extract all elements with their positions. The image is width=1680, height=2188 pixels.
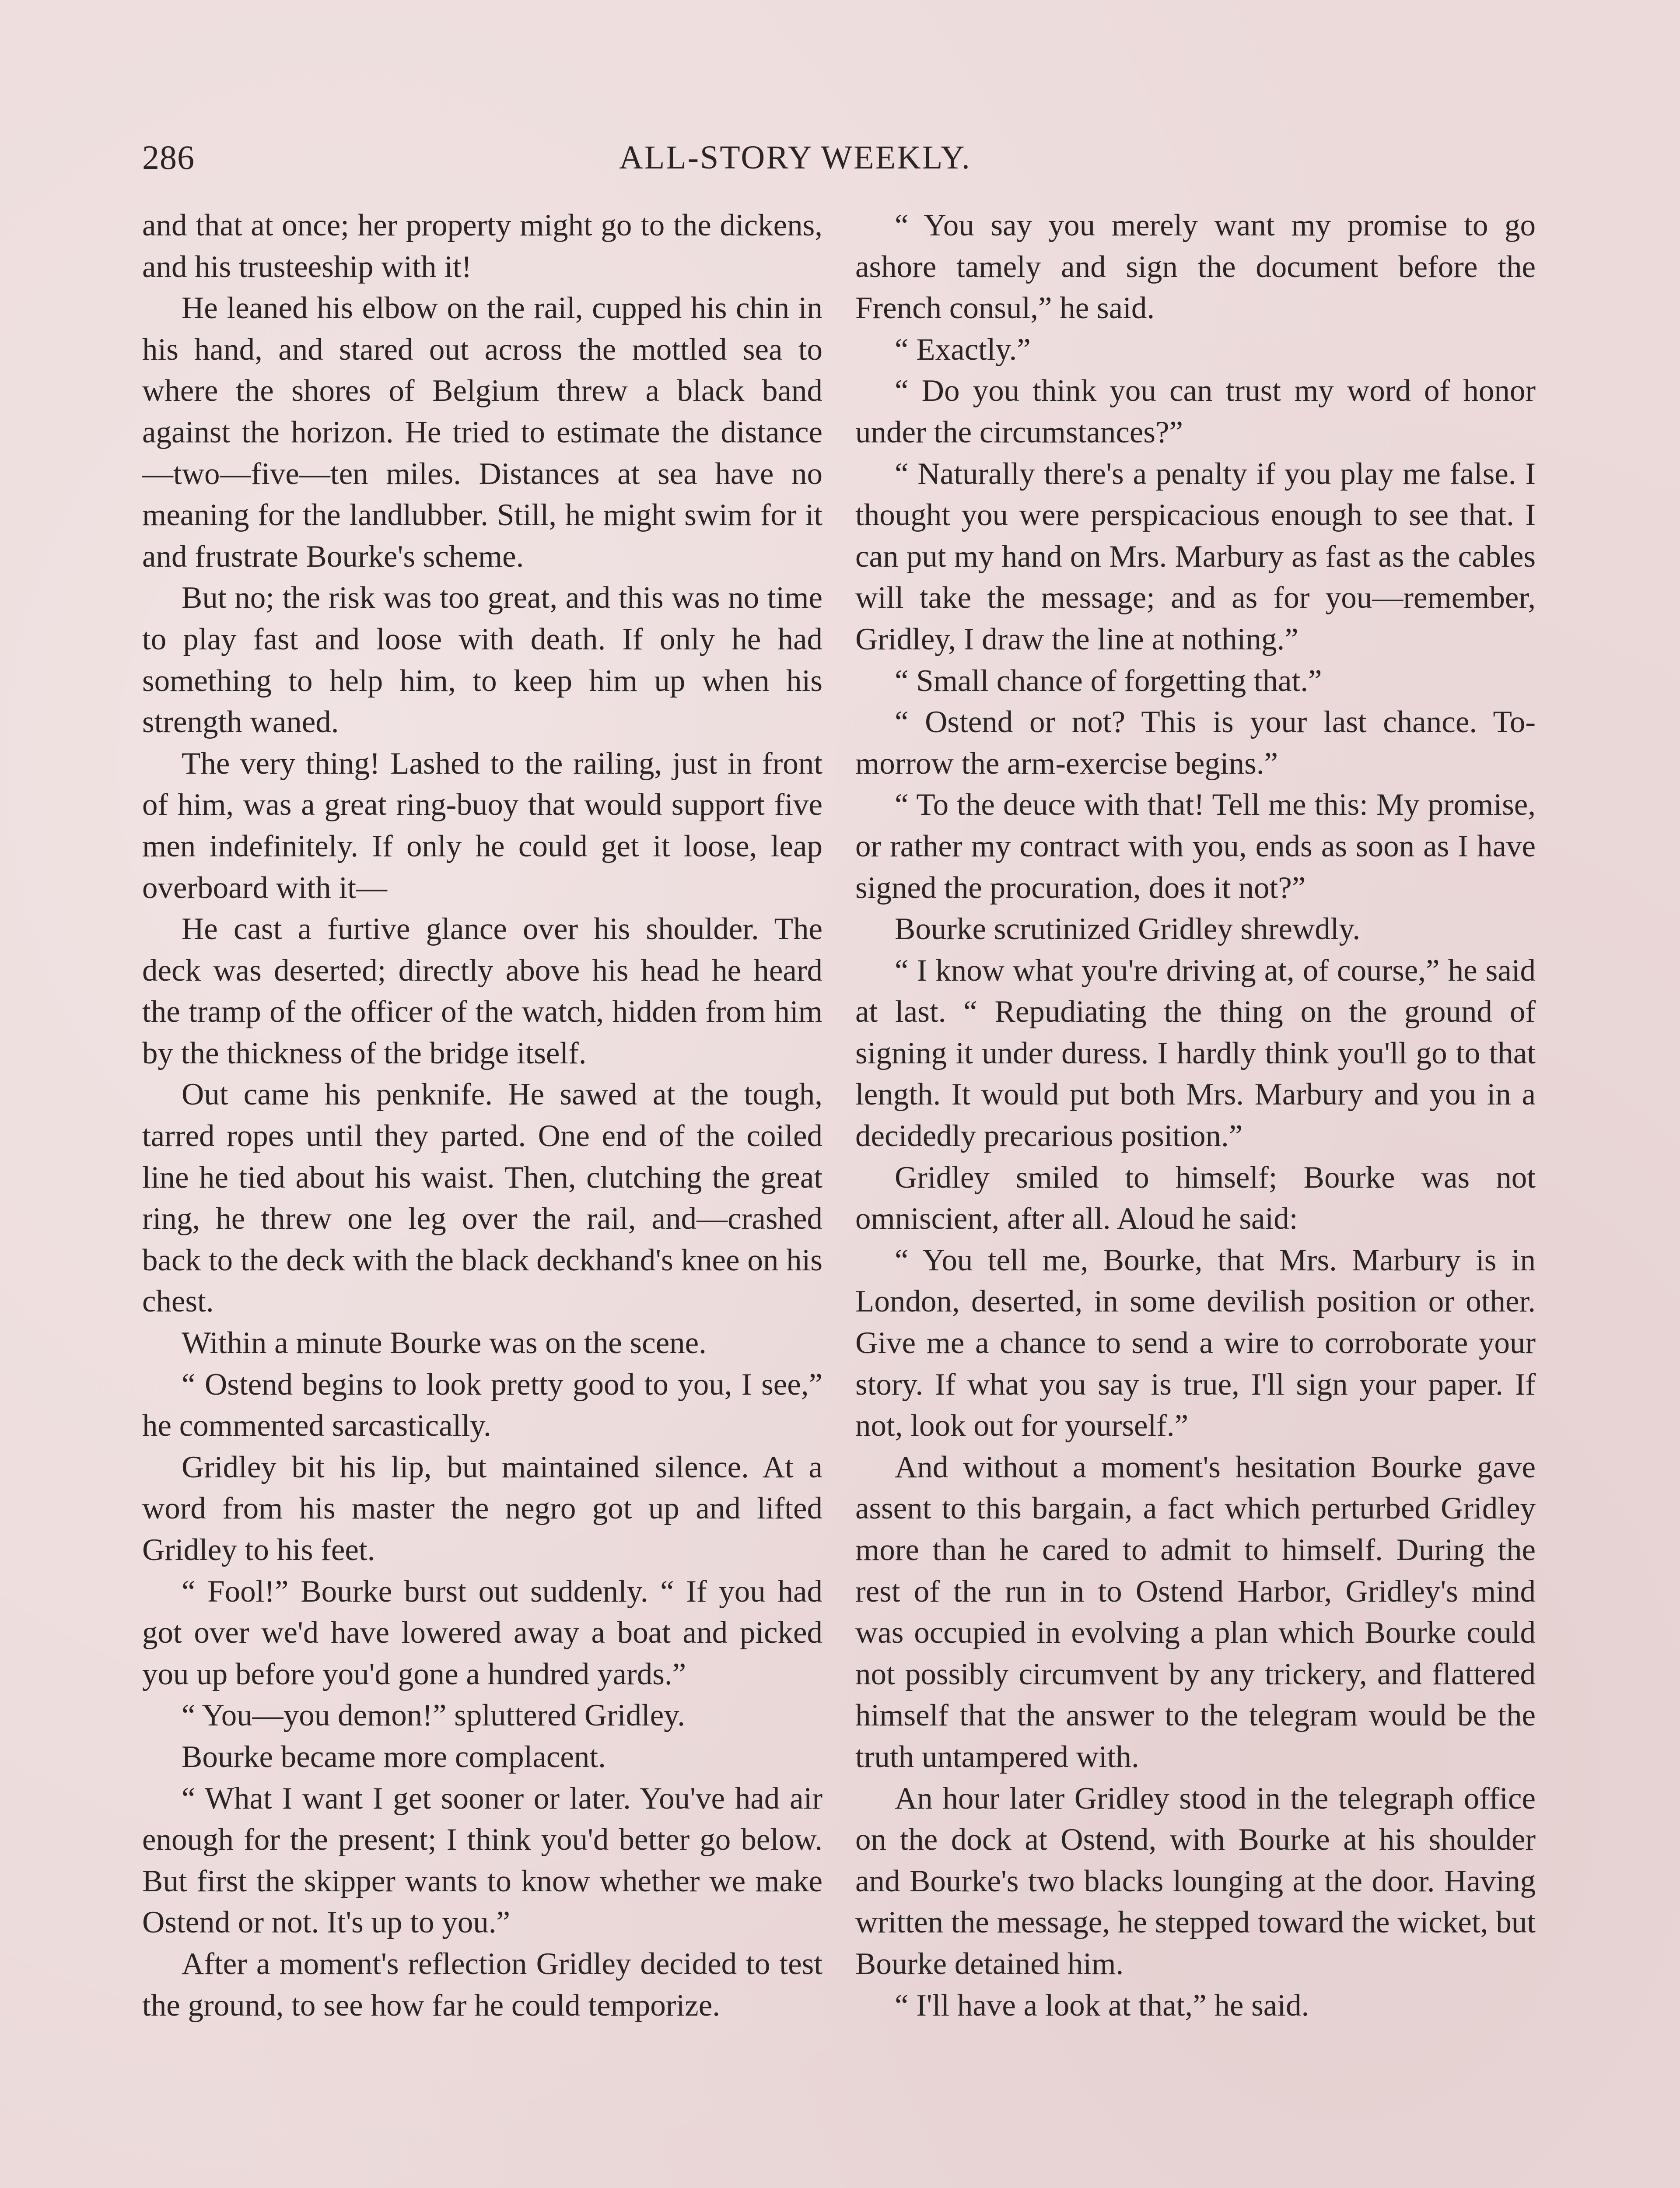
paragraph: “ I'll have a look at that,” he said. [895, 1988, 1309, 2023]
paragraph: Gridley bit his lip, but maintained silence. At a word from his master the negro got up and lifted Gridley to his feet. [142, 1450, 822, 1567]
paragraph: “ Ostend begins to look pretty good to you, I see,” he commented sarcastically. [142, 1367, 822, 1443]
paragraph: Within a minute Bourke was on the scene. [182, 1326, 707, 1360]
paragraph: “ You—you demon!” spluttered Gridley. [182, 1698, 685, 1733]
right-column [855, 205, 1536, 2026]
page-number: 286 [142, 138, 195, 176]
paragraph: He leaned his elbow on the rail, cupped his chin in his hand, and stared out across the mottled sea to where the shores of Belgium threw a black band against the horizon. He tried to estimate the distance —two—five—ten miles. Distances at sea have no meaning for the landlubber. Still, he might swim for it and frustrate Bourke's scheme. [142, 291, 822, 574]
paragraph: “ I know what you're driving at, of course,” he said at last. “ Repudiating the thing on the ground of signing it under duress. I hardly think you'll go to that length. It would put both Mrs. Marbury and you in a decidedly precarious position.” [855, 953, 1536, 1154]
paragraph: Bourke became more complacent. [182, 1739, 606, 1774]
paragraph: An hour later Gridley stood in the telegraph office on the dock at Ostend, with Bourke at his shoulder and Bourke's two blacks lounging at the door. Having written the message, he stepped toward the wicket, but Bourke detained him. [855, 1781, 1536, 1981]
paragraph: And without a moment's hesitation Bourke gave assent to this bargain, a fact which perturbed Gridley more than he cared to admit to himself. During the rest of the run in to Ostend Harbor, Gridley's mind was occupied in evolving a plan which Bourke could not possibly circumvent by any trickery, and flattered himself that the answer to the telegram would be the truth untampered with. [855, 1450, 1536, 1774]
paragraph: He cast a furtive glance over his shoulder. The deck was deserted; directly above his head he heard the tramp of the officer of the watch, hidden from him by the thickness of the bridge itself. [142, 912, 822, 1070]
paragraph: But no; the risk was too great, and this was no time to play fast and loose with death. If only he had something to help him, to keep him up when his strength waned. [142, 581, 822, 740]
paragraph: The very thing! Lashed to the railing, just in front of him, was a great ring-buoy that would support five men indefinitely. If only he could get it loose, leap overboard with it— [142, 746, 822, 905]
page-header [142, 131, 1538, 184]
paragraph: “ Small chance of forgetting that.” [895, 663, 1322, 698]
paragraph: “ To the deuce with that! Tell me this: My promise, or rather my contract with you, ends as soon as I have signed the procuration, does it not?” [855, 788, 1536, 905]
paragraph: and that at once; her property might go to the dickens, and his trusteeship with it! [142, 208, 822, 284]
paragraph: Out came his penknife. He sawed at the tough, tarred ropes until they parted. One end of the coiled line he tied about his waist. Then, clutching the great ring, he threw one leg over the rail, and—crashed back to the deck with the black deckhand's knee on his chest. [142, 1077, 822, 1319]
paragraph: Bourke scrutinized Gridley shrewdly. [895, 912, 1361, 947]
paragraph: After a moment's reflection Gridley decided to test the ground, to see how far he could temporize. [142, 1946, 822, 2023]
paragraph: Gridley smiled to himself; Bourke was not omniscient, after all. Aloud he said: [855, 1160, 1536, 1236]
paragraph: “ What I want I get sooner or later. You've had air enough for the present; I think you'd better go below. But first the skipper wants to know whether we make Ostend or not. It's up to you.” [142, 1781, 822, 1940]
running-head: ALL-STORY WEEKLY. [619, 139, 971, 176]
paragraph: “ Fool!” Bourke burst out suddenly. “ If you had got over we'd have lowered away a boat and picked you up before you'd gone a hundred yards.” [142, 1574, 822, 1691]
paragraph: “ You tell me, Bourke, that Mrs. Marbury is in London, deserted, in some devilish position or other. Give me a chance to send a wire to corroborate your story. If what you say is true, I'll sign your paper. If not, look out for yourself.” [855, 1243, 1536, 1443]
paragraph: “ Exactly.” [895, 332, 1031, 367]
paragraph: “ You say you merely want my promise to go ashore tamely and sign the document before the French consul,” he said. [855, 208, 1536, 326]
paragraph: “ Naturally there's a penalty if you play me false. I thought you were perspicacious enough to see that. I can put my hand on Mrs. Marbury as fast as the cables will take the message; and as for you—remember, Gridley, I draw the line at nothing.” [855, 456, 1536, 656]
paragraph: “ Ostend or not? This is your last chance. To-morrow the arm-exercise begins.” [855, 705, 1536, 781]
paragraph: “ Do you think you can trust my word of honor under the circumstances?” [855, 374, 1536, 449]
left-column [142, 205, 822, 2026]
